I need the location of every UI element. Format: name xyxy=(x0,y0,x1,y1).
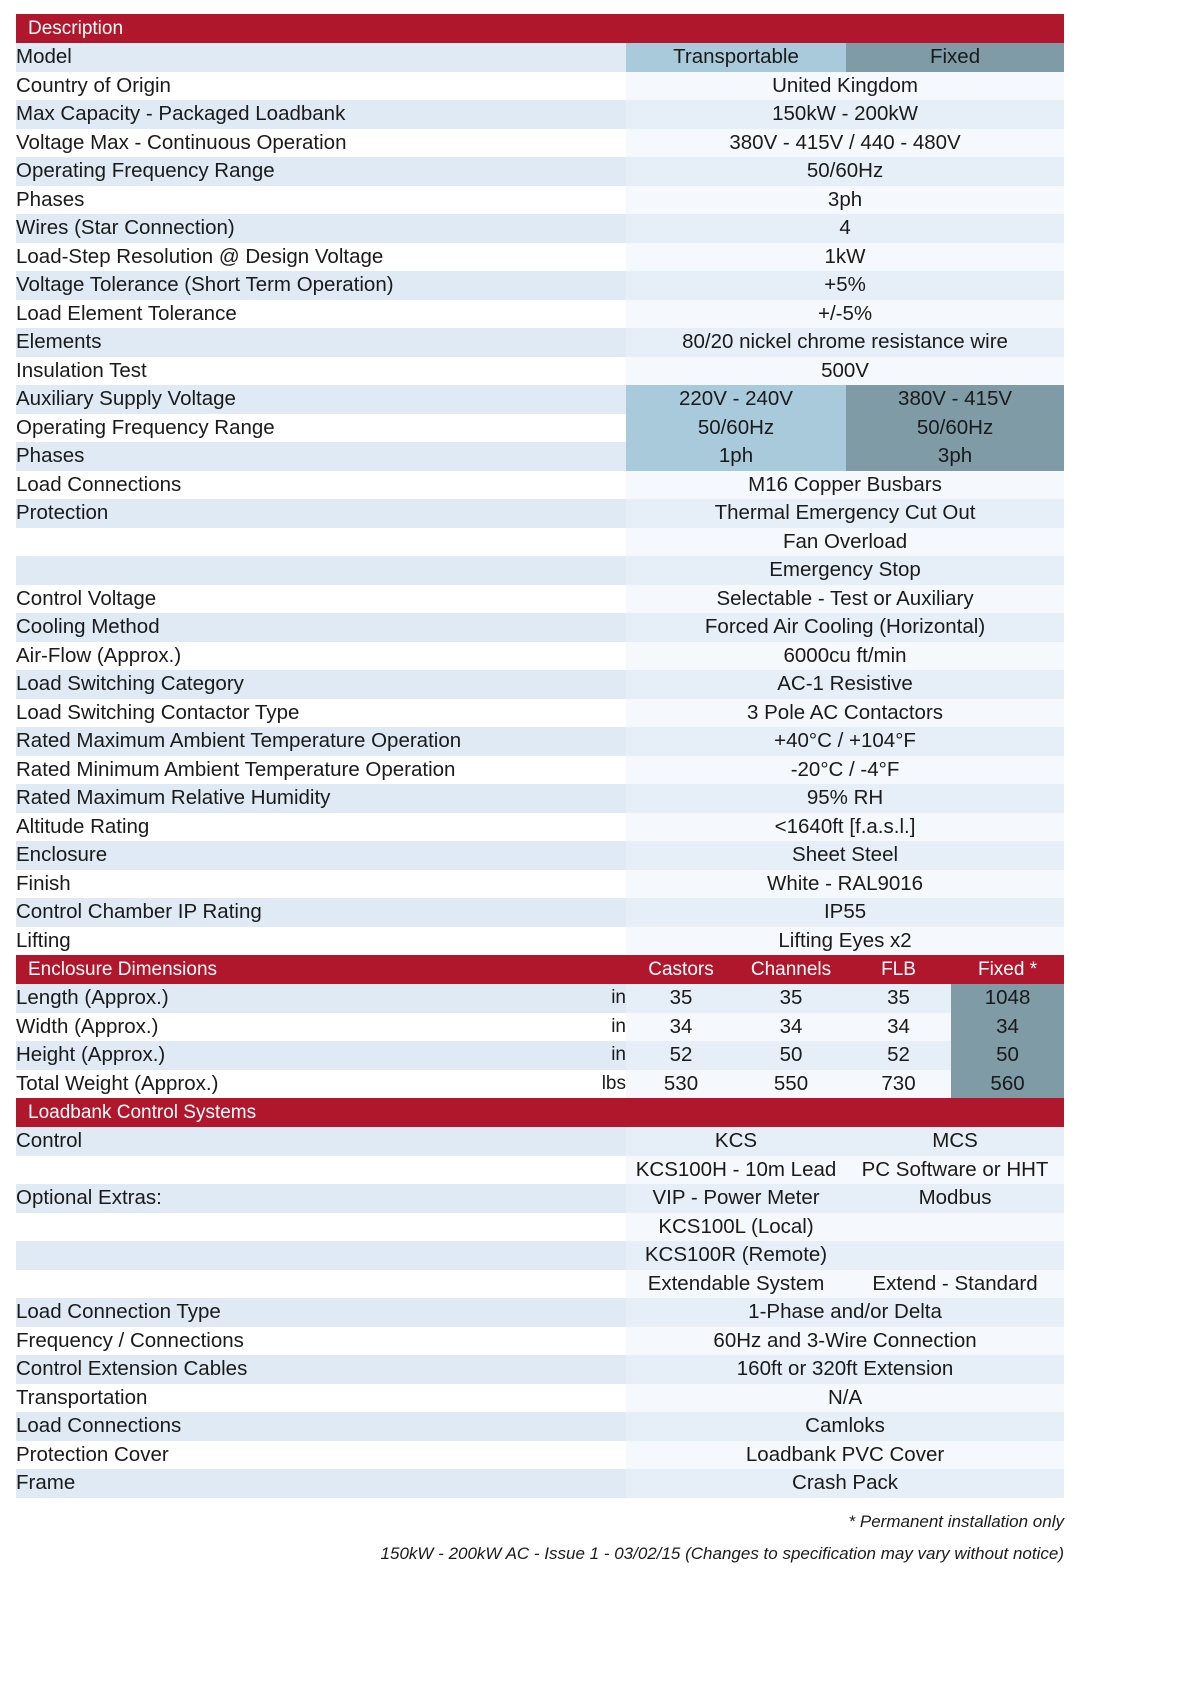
row-label: Phases xyxy=(16,186,626,215)
row-label xyxy=(16,1270,626,1299)
row-value: Lifting Eyes x2 xyxy=(626,927,1064,956)
row-value: Crash Pack xyxy=(626,1469,1064,1498)
row-label: Lifting xyxy=(16,927,626,956)
row-value: AC-1 Resistive xyxy=(626,670,1064,699)
row-label xyxy=(16,1156,626,1185)
table-row xyxy=(16,129,1064,158)
row-label: Wires (Star Connection) xyxy=(16,214,626,243)
table-row xyxy=(16,100,1064,129)
table-row-optional-extra xyxy=(16,1241,1064,1270)
row-label: Model xyxy=(16,43,626,72)
row-label: Cooling Method xyxy=(16,613,626,642)
row-label: Load Switching Contactor Type xyxy=(16,699,626,728)
table-row-split xyxy=(16,442,1064,471)
model-transportable-cell: Transportable xyxy=(626,43,846,72)
row-value: 160ft or 320ft Extension xyxy=(626,1355,1064,1384)
row-value: 95% RH xyxy=(626,784,1064,813)
table-row xyxy=(16,841,1064,870)
row-value-kcs: KCS100L (Local) xyxy=(626,1213,846,1242)
row-label: Load Element Tolerance xyxy=(16,300,626,329)
row-value-transportable: 220V - 240V xyxy=(626,385,846,414)
row-label xyxy=(16,1213,626,1242)
row-value: +40°C / +104°F xyxy=(626,727,1064,756)
row-label: Altitude Rating xyxy=(16,813,626,842)
table-row xyxy=(16,1469,1064,1498)
row-value-mcs xyxy=(846,1241,1064,1270)
row-value-castors: 34 xyxy=(626,1013,736,1042)
table-row xyxy=(16,727,1064,756)
row-label xyxy=(16,528,626,557)
table-row xyxy=(16,642,1064,671)
section-header-control-label: Loadbank Control Systems xyxy=(16,1098,1064,1127)
table-row xyxy=(16,499,1064,528)
row-value: 50/60Hz xyxy=(626,157,1064,186)
table-row xyxy=(16,300,1064,329)
row-label: Height (Approx.) xyxy=(16,1041,506,1070)
row-value-fixed: 50 xyxy=(951,1041,1064,1070)
row-value: White - RAL9016 xyxy=(626,870,1064,899)
table-row xyxy=(16,585,1064,614)
row-value-mcs: Modbus xyxy=(846,1184,1064,1213)
row-value-fixed: 34 xyxy=(951,1013,1064,1042)
table-row xyxy=(16,186,1064,215)
table-row-optional-extra xyxy=(16,1213,1064,1242)
row-label: Auxiliary Supply Voltage xyxy=(16,385,626,414)
row-value-castors: 530 xyxy=(626,1070,736,1099)
row-value-channels: 34 xyxy=(736,1013,846,1042)
row-label: Load-Step Resolution @ Design Voltage xyxy=(16,243,626,272)
table-row xyxy=(16,670,1064,699)
row-label: Control xyxy=(16,1127,626,1156)
table-row-split xyxy=(16,385,1064,414)
row-value-transportable: 1ph xyxy=(626,442,846,471)
row-value: 150kW - 200kW xyxy=(626,100,1064,129)
row-label: Total Weight (Approx.) xyxy=(16,1070,506,1099)
row-value-channels: 550 xyxy=(736,1070,846,1099)
row-label: Operating Frequency Range xyxy=(16,414,626,443)
table-row xyxy=(16,357,1064,386)
model-fixed-cell: Fixed xyxy=(846,43,1064,72)
row-value: Thermal Emergency Cut Out xyxy=(626,499,1064,528)
table-row-optional-extra xyxy=(16,1270,1064,1299)
row-value: Camloks xyxy=(626,1412,1064,1441)
row-label xyxy=(16,1241,626,1270)
row-label: Frequency / Connections xyxy=(16,1327,626,1356)
row-value: N/A xyxy=(626,1384,1064,1413)
row-value: 1-Phase and/or Delta xyxy=(626,1298,1064,1327)
table-row xyxy=(16,1384,1064,1413)
row-label: Load Connections xyxy=(16,1412,626,1441)
row-label: Control Extension Cables xyxy=(16,1355,626,1384)
row-value-castors: 35 xyxy=(626,984,736,1013)
table-row xyxy=(16,1412,1064,1441)
row-value: 60Hz and 3-Wire Connection xyxy=(626,1327,1064,1356)
row-value-fixed: 380V - 415V xyxy=(846,385,1064,414)
row-value: United Kingdom xyxy=(626,72,1064,101)
row-value-kcs: Extendable System xyxy=(626,1270,846,1299)
row-value-fixed: 50/60Hz xyxy=(846,414,1064,443)
row-value-fixed: 3ph xyxy=(846,442,1064,471)
row-value: 80/20 nickel chrome resistance wire xyxy=(626,328,1064,357)
row-label: Width (Approx.) xyxy=(16,1013,506,1042)
row-value: 500V xyxy=(626,357,1064,386)
row-value: 3 Pole AC Contactors xyxy=(626,699,1064,728)
row-value: M16 Copper Busbars xyxy=(626,471,1064,500)
row-value: +5% xyxy=(626,271,1064,300)
row-label: Insulation Test xyxy=(16,357,626,386)
table-row-dimension xyxy=(16,984,1064,1013)
row-value-fixed: 1048 xyxy=(951,984,1064,1013)
row-label: Rated Maximum Relative Humidity xyxy=(16,784,626,813)
table-row xyxy=(16,243,1064,272)
section-header-loadbank-control-systems xyxy=(16,1098,1064,1127)
table-row xyxy=(16,813,1064,842)
row-label: Enclosure xyxy=(16,841,626,870)
table-row xyxy=(16,1298,1064,1327)
row-value-kcs: KCS100H - 10m Lead xyxy=(626,1156,846,1185)
section-header-description-label: Description xyxy=(16,14,1064,43)
row-label: Phases xyxy=(16,442,626,471)
table-row xyxy=(16,528,1064,557)
row-value-castors: 52 xyxy=(626,1041,736,1070)
table-row xyxy=(16,756,1064,785)
row-value: Sheet Steel xyxy=(626,841,1064,870)
table-row xyxy=(16,157,1064,186)
row-value: Emergency Stop xyxy=(626,556,1064,585)
specification-table-body xyxy=(16,14,1064,1498)
row-value: Selectable - Test or Auxiliary xyxy=(626,585,1064,614)
row-value: 6000cu ft/min xyxy=(626,642,1064,671)
row-label: Operating Frequency Range xyxy=(16,157,626,186)
row-value-mcs: PC Software or HHT xyxy=(846,1156,1064,1185)
section-header-enclosure-label: Enclosure Dimensions xyxy=(16,955,626,984)
row-value: IP55 xyxy=(626,898,1064,927)
table-row xyxy=(16,927,1064,956)
table-row xyxy=(16,784,1064,813)
table-row-dimension xyxy=(16,1013,1064,1042)
row-label: Length (Approx.) xyxy=(16,984,506,1013)
row-value: <1640ft [f.a.s.l.] xyxy=(626,813,1064,842)
table-row xyxy=(16,328,1064,357)
row-unit: in xyxy=(506,1041,626,1070)
row-label: Country of Origin xyxy=(16,72,626,101)
column-header-channels: Channels xyxy=(736,955,846,984)
row-value: 4 xyxy=(626,214,1064,243)
table-row xyxy=(16,1327,1064,1356)
row-label: Control Voltage xyxy=(16,585,626,614)
column-header-flb: FLB xyxy=(846,955,951,984)
row-label: Optional Extras: xyxy=(16,1184,626,1213)
row-value: 3ph xyxy=(626,186,1064,215)
row-value: Fan Overload xyxy=(626,528,1064,557)
row-label: Rated Maximum Ambient Temperature Operation xyxy=(16,727,626,756)
specification-table xyxy=(16,14,1064,1498)
row-label xyxy=(16,556,626,585)
table-row xyxy=(16,271,1064,300)
section-header-enclosure-dimensions xyxy=(16,955,1064,984)
table-row-control-header xyxy=(16,1127,1064,1156)
row-label: Finish xyxy=(16,870,626,899)
table-row xyxy=(16,72,1064,101)
row-value: 1kW xyxy=(626,243,1064,272)
revision-line: 150kW - 200kW AC - Issue 1 - 03/02/15 (Changes to specification may vary without notice) xyxy=(380,1543,1064,1563)
footnote-permanent-installation: * Permanent installation only xyxy=(848,1511,1064,1531)
row-value-flb: 34 xyxy=(846,1013,951,1042)
table-row-optional-extra xyxy=(16,1184,1064,1213)
table-row xyxy=(16,471,1064,500)
row-value-kcs: KCS100R (Remote) xyxy=(626,1241,846,1270)
table-row xyxy=(16,613,1064,642)
table-row-dimension xyxy=(16,1070,1064,1099)
row-label: Voltage Max - Continuous Operation xyxy=(16,129,626,158)
table-row-optional-extra xyxy=(16,1156,1064,1185)
row-label: Rated Minimum Ambient Temperature Operation xyxy=(16,756,626,785)
table-row xyxy=(16,556,1064,585)
row-label: Transportation xyxy=(16,1384,626,1413)
row-value: +/-5% xyxy=(626,300,1064,329)
column-header-castors: Castors xyxy=(626,955,736,984)
table-row-model xyxy=(16,43,1064,72)
table-row xyxy=(16,699,1064,728)
table-row-split xyxy=(16,414,1064,443)
column-header-kcs: KCS xyxy=(626,1127,846,1156)
row-label: Load Switching Category xyxy=(16,670,626,699)
row-label: Control Chamber IP Rating xyxy=(16,898,626,927)
table-row-dimension xyxy=(16,1041,1064,1070)
row-label: Load Connection Type xyxy=(16,1298,626,1327)
table-row xyxy=(16,1355,1064,1384)
table-row xyxy=(16,214,1064,243)
row-value: Loadbank PVC Cover xyxy=(626,1441,1064,1470)
row-label: Protection Cover xyxy=(16,1441,626,1470)
column-header-mcs: MCS xyxy=(846,1127,1064,1156)
row-value-channels: 50 xyxy=(736,1041,846,1070)
row-unit: in xyxy=(506,984,626,1013)
row-label: Protection xyxy=(16,499,626,528)
row-label: Voltage Tolerance (Short Term Operation) xyxy=(16,271,626,300)
table-row xyxy=(16,870,1064,899)
row-value-kcs: VIP - Power Meter xyxy=(626,1184,846,1213)
row-value: Forced Air Cooling (Horizontal) xyxy=(626,613,1064,642)
row-value-channels: 35 xyxy=(736,984,846,1013)
row-value-flb: 52 xyxy=(846,1041,951,1070)
row-unit: lbs xyxy=(506,1070,626,1099)
row-value-flb: 730 xyxy=(846,1070,951,1099)
row-label: Elements xyxy=(16,328,626,357)
row-value-flb: 35 xyxy=(846,984,951,1013)
row-label: Load Connections xyxy=(16,471,626,500)
section-header-description xyxy=(16,14,1064,43)
row-label: Max Capacity - Packaged Loadbank xyxy=(16,100,626,129)
row-value-mcs: Extend - Standard xyxy=(846,1270,1064,1299)
row-value: -20°C / -4°F xyxy=(626,756,1064,785)
row-value-fixed: 560 xyxy=(951,1070,1064,1099)
column-header-fixed: Fixed * xyxy=(951,955,1064,984)
row-label: Air-Flow (Approx.) xyxy=(16,642,626,671)
table-row xyxy=(16,1441,1064,1470)
table-row xyxy=(16,898,1064,927)
row-label: Frame xyxy=(16,1469,626,1498)
row-unit: in xyxy=(506,1013,626,1042)
row-value-mcs xyxy=(846,1213,1064,1242)
row-value: 380V - 415V / 440 - 480V xyxy=(626,129,1064,158)
row-value-transportable: 50/60Hz xyxy=(626,414,846,443)
